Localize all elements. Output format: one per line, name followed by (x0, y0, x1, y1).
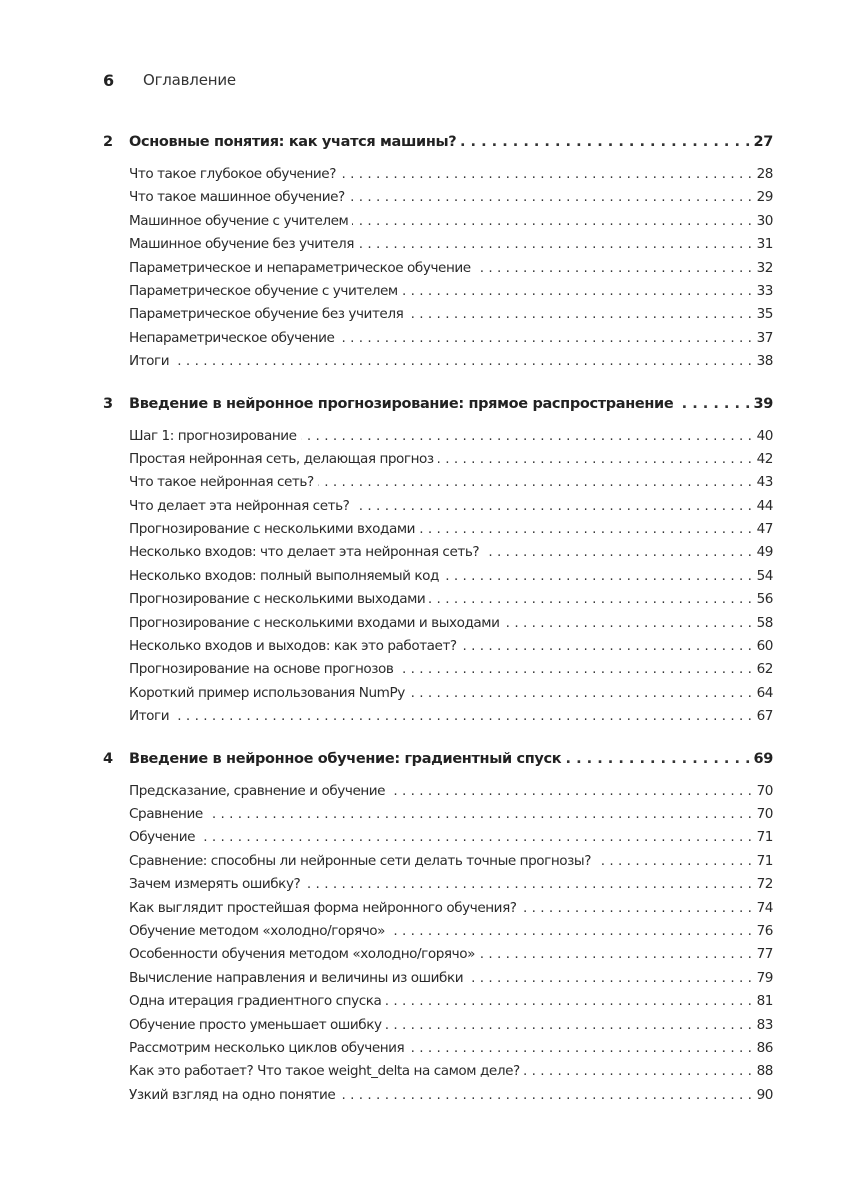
toc-chapter-heading[interactable] (103, 396, 773, 420)
dot-leader (301, 428, 752, 444)
chapter-page-number: 27 (753, 134, 773, 150)
dot-leader (318, 474, 752, 490)
chapter-title: Введение в нейронное обучение: градиентный спуск (129, 750, 562, 767)
entry-title: Что такое нейронная сеть? (129, 474, 314, 491)
dot-leader (677, 396, 750, 412)
entry-title: Зачем измерять ошибку? (129, 876, 301, 893)
entry-title: Параметрическое обучение без учителя (129, 306, 404, 323)
entry-page-number: 38 (756, 353, 773, 370)
dot-leader (389, 783, 752, 799)
toc-entry[interactable] (129, 474, 773, 497)
entry-title: Прогнозирование на основе прогнозов (129, 661, 394, 678)
toc-entry[interactable] (129, 498, 773, 521)
toc-entry[interactable] (129, 353, 773, 376)
dot-leader (565, 751, 750, 767)
entry-title: Сравнение: способны ли нейронные сети делать точные прогнозы? (129, 852, 591, 869)
dot-leader (402, 283, 752, 299)
toc-entry[interactable] (129, 876, 773, 899)
entry-title: Одна итерация градиентного спуска (129, 993, 382, 1010)
toc-entry[interactable] (129, 783, 773, 806)
toc-entry[interactable] (129, 283, 773, 306)
toc-entry[interactable] (129, 521, 773, 544)
entry-title: Предсказание, сравнение и обучение (129, 782, 386, 799)
toc-entry[interactable] (129, 591, 773, 614)
entry-title: Обучение (129, 829, 196, 846)
chapter-number: 2 (103, 134, 113, 150)
entry-page-number: 33 (756, 282, 773, 299)
entry-page-number: 31 (756, 236, 773, 253)
toc-entry[interactable] (129, 1017, 773, 1040)
entry-page-number: 58 (756, 614, 773, 631)
entry-page-number: 37 (756, 329, 773, 346)
entry-title: Параметрическое и непараметрическое обучение (129, 259, 471, 276)
toc-chapter-heading[interactable] (103, 134, 773, 158)
toc-entry[interactable] (129, 568, 773, 591)
dot-leader (461, 638, 752, 654)
toc-entry[interactable] (129, 236, 773, 259)
chapter-title: Основные понятия: как учатся машины? (129, 134, 457, 150)
entry-title: Что делает эта нейронная сеть? (129, 497, 350, 514)
toc-entry[interactable] (129, 946, 773, 969)
toc-chapter (103, 751, 773, 1110)
entry-page-number: 70 (756, 782, 773, 799)
entry-page-number: 47 (756, 521, 773, 538)
dot-leader (340, 166, 752, 182)
toc-entry[interactable] (129, 213, 773, 236)
toc-entry[interactable] (129, 970, 773, 993)
toc-entry[interactable] (129, 708, 773, 731)
dot-leader (173, 708, 752, 724)
chapter-page-number: 69 (753, 750, 773, 767)
dot-leader (304, 876, 752, 892)
entry-title: Короткий пример использования NumPy (129, 684, 405, 701)
dot-leader (521, 900, 752, 916)
dot-leader (408, 1040, 752, 1056)
entry-page-number: 90 (756, 1086, 773, 1103)
entry-title: Простая нейронная сеть, делающая прогноз (129, 450, 434, 467)
dot-leader (207, 806, 752, 822)
entry-page-number: 70 (756, 805, 773, 822)
entry-title: Машинное обучение без учителя (129, 236, 354, 253)
entry-title: Обучение методом «холодно/горячо» (129, 922, 386, 939)
dot-leader (595, 853, 752, 869)
dot-leader (398, 661, 753, 677)
entry-title: Обучение просто уменьшает ошибку (129, 1016, 382, 1033)
dot-leader (338, 330, 752, 346)
dot-leader (503, 615, 752, 631)
toc-entry[interactable] (129, 428, 773, 451)
entry-page-number: 71 (756, 852, 773, 869)
entry-page-number: 67 (756, 708, 773, 725)
entry-page-number: 54 (756, 567, 773, 584)
dot-leader (467, 970, 752, 986)
dot-leader (407, 306, 752, 322)
entry-title: Рассмотрим несколько циклов обучения (129, 1039, 405, 1056)
toc-entry[interactable] (129, 306, 773, 329)
dot-leader (419, 521, 752, 537)
toc-chapter (103, 134, 773, 377)
entry-page-number: 72 (756, 876, 773, 893)
chapter-page-number: 39 (753, 395, 773, 412)
entry-page-number: 64 (756, 684, 773, 701)
entry-title: Шаг 1: прогнозирование (129, 427, 297, 444)
dot-leader (339, 1087, 752, 1103)
toc-entry[interactable] (129, 451, 773, 474)
entry-title: Параметрическое обучение с учителем (129, 282, 398, 299)
entry-page-number: 28 (756, 166, 773, 182)
toc-entry[interactable] (129, 544, 773, 567)
dot-leader (429, 591, 752, 607)
entry-title: Несколько входов: что делает эта нейронная сеть? (129, 544, 480, 561)
dot-leader (358, 236, 752, 252)
entry-title: Итоги (129, 353, 170, 370)
entry-title: Несколько входов и выходов: как это работает? (129, 638, 457, 655)
toc-entry[interactable] (129, 166, 773, 189)
dot-leader (352, 213, 752, 229)
toc-entry[interactable] (129, 829, 773, 852)
toc-entry[interactable] (129, 615, 773, 638)
table-of-contents (103, 134, 773, 1129)
toc-chapter (103, 396, 773, 732)
dot-leader (524, 1063, 752, 1079)
dot-leader (389, 923, 752, 939)
toc-entry[interactable] (129, 189, 773, 212)
toc-entry[interactable] (129, 661, 773, 684)
toc-entry[interactable] (129, 638, 773, 661)
entry-page-number: 83 (756, 1016, 773, 1033)
dot-leader (386, 1017, 752, 1033)
entry-title: Прогнозирование с несколькими входами (129, 521, 416, 538)
entry-title: Прогнозирование с несколькими входами и выходами (129, 614, 500, 631)
toc-entry[interactable] (129, 685, 773, 708)
dot-leader (460, 134, 750, 150)
entry-page-number: 74 (756, 899, 773, 916)
dot-leader (353, 498, 752, 514)
entry-title: Машинное обучение с учителем (129, 212, 349, 229)
entry-page-number: 44 (756, 497, 773, 514)
entry-title: Что такое глубокое обучение? (129, 166, 336, 182)
entry-page-number: 49 (756, 544, 773, 561)
entry-title: Как это работает? Что такое weight_delta на самом деле? (129, 1063, 520, 1080)
toc-entry[interactable] (129, 330, 773, 353)
entry-page-number: 76 (756, 922, 773, 939)
entry-title: Непараметрическое обучение (129, 329, 335, 346)
dot-leader (483, 544, 752, 560)
entry-page-number: 35 (756, 306, 773, 323)
toc-entry[interactable] (129, 923, 773, 946)
entry-title: Что такое машинное обучение? (129, 189, 345, 206)
page-number: 6 (103, 70, 115, 90)
dot-leader (438, 451, 752, 467)
toc-entry[interactable] (129, 1087, 773, 1110)
toc-entry[interactable] (129, 1040, 773, 1063)
dot-leader (349, 189, 752, 205)
dot-leader (409, 685, 752, 701)
entry-page-number: 32 (756, 259, 773, 276)
entry-page-number: 71 (756, 829, 773, 846)
entry-page-number: 29 (756, 189, 773, 206)
dot-leader (199, 829, 752, 845)
entry-page-number: 42 (756, 450, 773, 467)
entry-page-number: 77 (756, 946, 773, 963)
entry-page-number: 40 (756, 427, 773, 444)
entry-page-number: 62 (756, 661, 773, 678)
toc-chapter-heading[interactable] (103, 751, 773, 775)
toc-entry[interactable] (129, 853, 773, 876)
entry-title: Прогнозирование с несколькими выходами (129, 591, 426, 608)
toc-entry[interactable] (129, 993, 773, 1016)
entry-page-number: 79 (756, 969, 773, 986)
entry-page-number: 86 (756, 1039, 773, 1056)
entry-title: Узкий взгляд на одно понятие (129, 1086, 336, 1103)
dot-leader (475, 260, 752, 276)
entry-title: Сравнение (129, 805, 203, 822)
chapter-title: Введение в нейронное прогнозирование: прямое распространение (129, 395, 674, 412)
dot-leader (479, 946, 752, 962)
toc-entry[interactable] (129, 1063, 773, 1086)
entry-page-number: 60 (756, 638, 773, 655)
entry-page-number: 30 (756, 212, 773, 229)
entry-page-number: 43 (756, 474, 773, 491)
dot-leader (173, 353, 752, 369)
entry-title: Вычисление направления и величины из ошибки (129, 969, 464, 986)
chapter-number: 3 (103, 395, 113, 412)
chapter-number: 4 (103, 750, 113, 767)
entry-title: Несколько входов: полный выполняемый код (129, 567, 439, 584)
entry-title: Особенности обучения методом «холодно/горячо» (129, 946, 475, 963)
entry-page-number: 81 (756, 993, 773, 1010)
running-head (103, 70, 236, 90)
dot-leader (443, 568, 752, 584)
entry-page-number: 56 (756, 591, 773, 608)
entry-title: Как выглядит простейшая форма нейронного обучения? (129, 899, 517, 916)
running-head-title: Оглавление (143, 71, 236, 89)
toc-entry[interactable] (129, 900, 773, 923)
toc-entry[interactable] (129, 260, 773, 283)
toc-entry[interactable] (129, 806, 773, 829)
dot-leader (385, 993, 752, 1009)
entry-page-number: 88 (756, 1063, 773, 1080)
entry-title: Итоги (129, 708, 170, 725)
